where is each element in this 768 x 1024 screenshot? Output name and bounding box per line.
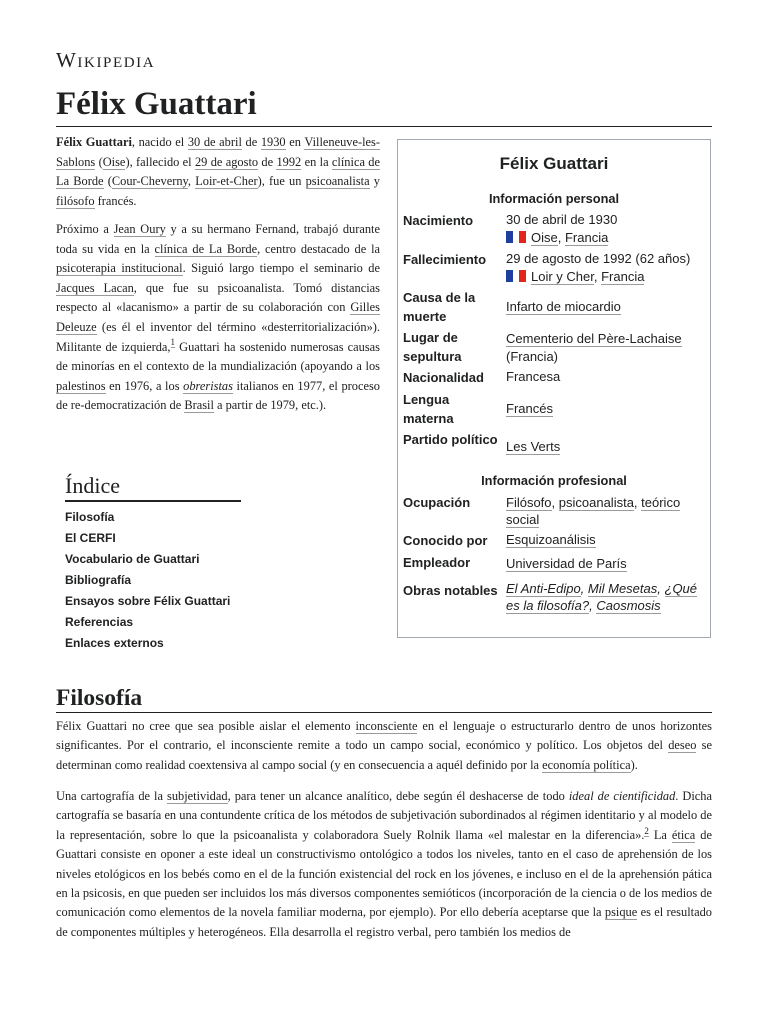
infobox-value — [506, 330, 706, 366]
infobox-section-personal: Información personal — [488, 191, 620, 206]
infobox-value — [506, 438, 706, 456]
wikipedia-logo[interactable]: Wikipedia — [56, 48, 156, 72]
toc-item-filosofia[interactable]: Filosofía — [65, 510, 115, 524]
text: en 1976, a los — [105, 378, 184, 393]
link-psicoterapia-institucional[interactable]: psicoterapia institucional — [56, 261, 183, 276]
infobox-label: Nacimiento — [403, 213, 474, 228]
link-caosmosis[interactable]: Caosmosis — [596, 597, 661, 613]
link-el-anti-edipo[interactable]: El Anti-Edipo — [506, 581, 581, 596]
text: , — [187, 174, 196, 189]
infobox-value — [506, 495, 706, 528]
title-divider — [56, 126, 712, 127]
link-mil-mesetas[interactable]: Mil Mesetas — [587, 581, 658, 596]
link-universidad-paris[interactable]: Universidad de París — [506, 556, 627, 571]
filosofia-paragraph-2 — [56, 787, 712, 942]
link-filosofo[interactable]: filósofo — [56, 193, 95, 208]
text: a partir de 1979, etc.). — [213, 398, 327, 413]
toc-item-vocabulario[interactable]: Vocabulario de Guattari — [65, 552, 200, 566]
link-gilles-deleuze[interactable]: Gilles Deleuze — [56, 300, 380, 334]
link-filosofo[interactable]: Filósofo — [506, 495, 552, 510]
link-psique[interactable]: psique — [604, 905, 638, 920]
text: ( — [95, 154, 103, 169]
text: es el resultado de componentes múltiples y heterogéneos. Ella desarrolla el registro verbal, pero también los medios de — [56, 905, 712, 939]
link-clinica-la-borde[interactable]: clínica de La Borde — [154, 241, 258, 256]
infobox-label: Partido político — [403, 432, 498, 447]
link-etica[interactable]: ética — [671, 827, 696, 842]
text: de — [241, 135, 261, 149]
link-subjetividad[interactable]: subjetividad — [167, 789, 228, 803]
infobox — [397, 139, 711, 638]
text: . Dicha cartografía se basaría en una contundente crítica de los métodos de subjetivación subordinados al régimen identitario y al modelo de la representación, sobre lo que la psicoanalista y colaboradora Suely Rolnik llama «el malestar en la diferencia». — [56, 789, 712, 842]
infobox-label: Nacionalidad — [403, 370, 484, 385]
text: (es él el inventor del término «desterritorialización»). Militante de izquierda, — [56, 319, 380, 354]
emphasis: ideal de cientificidad — [568, 789, 676, 803]
text: Félix Guattari no cree que sea posible aislar el elemento — [56, 719, 356, 733]
text: en — [285, 135, 305, 149]
link-oise[interactable]: Oise — [102, 154, 126, 169]
link-francia[interactable]: Francia — [564, 230, 609, 245]
toc-item-bibliografia[interactable]: Bibliografía — [65, 573, 132, 587]
infobox-value — [506, 400, 706, 418]
text: , para tener un alcance analítico, debe según él deshacerse de todo — [227, 789, 569, 803]
infobox-label: Obras notables — [403, 583, 498, 598]
infobox-label: Causa de la muerte — [403, 290, 476, 324]
separator: , — [657, 581, 665, 596]
toc-item-ensayos[interactable]: Ensayos sobre Félix Guattari — [65, 594, 231, 608]
link-1992[interactable]: 1992 — [276, 154, 302, 169]
infobox-value — [506, 581, 706, 614]
link-loir-y-cher[interactable]: Loir y Cher — [531, 269, 594, 284]
subject-name: Félix Guattari — [56, 135, 132, 149]
infobox-value — [506, 250, 706, 286]
text: ), fue un — [257, 174, 306, 189]
infobox-value: Francesa — [506, 369, 561, 384]
toc-list — [65, 507, 230, 654]
text: La — [648, 827, 672, 842]
reference-1[interactable]: 1 — [170, 337, 176, 348]
text: ). — [630, 757, 638, 772]
text: ), fallecido el — [125, 154, 195, 169]
link-jacques-lacan[interactable]: Jacques Lacan — [56, 280, 134, 295]
section-divider — [56, 712, 712, 713]
link-loir-et-cher[interactable]: Loir-et-Cher — [195, 174, 258, 189]
link-francia[interactable]: Francia — [601, 269, 645, 284]
text: se determinan como realidad coextensiva al campo social (y en consecuencia a aquél definido por la — [56, 738, 712, 772]
link-les-verts[interactable]: Les Verts — [506, 439, 561, 454]
death-date: 29 de agosto de 1992 (62 años) — [506, 251, 691, 266]
infobox-label: Ocupación — [403, 495, 471, 510]
link-30-de-abril[interactable]: 30 de abril — [187, 135, 242, 149]
separator: , — [593, 269, 602, 284]
link-clinica-la-borde[interactable]: clínica de La Borde — [56, 154, 380, 189]
text: , que fue su psicoanalista. Tomó distancias respecto al «lacanismo» a partir de su colaboración con — [56, 280, 380, 315]
reference-2[interactable]: 2 — [644, 825, 649, 836]
link-brasil[interactable]: Brasil — [184, 398, 214, 413]
death-place — [506, 268, 706, 286]
birth-date: 30 de abril de 1930 — [506, 212, 618, 227]
separator: , — [633, 495, 642, 510]
link-teorico-social[interactable]: teórico social — [506, 495, 681, 527]
link-pere-lachaise[interactable]: Cementerio del Père-Lachaise — [506, 331, 682, 346]
text: , centro destacado de la — [257, 241, 381, 256]
link-cour-cheverny[interactable]: Cour-Cheverny — [111, 174, 188, 189]
link-deseo[interactable]: deseo — [668, 738, 697, 753]
text: francés. — [94, 193, 137, 208]
infobox-section-professional: Información profesional — [481, 473, 627, 488]
link-jean-oury[interactable]: Jean Oury — [113, 222, 166, 236]
infobox-value — [506, 298, 706, 316]
infobox-value — [506, 531, 706, 549]
france-flag-icon — [506, 270, 526, 282]
text: de — [258, 154, 277, 169]
separator: , — [551, 495, 559, 510]
text: ( — [103, 174, 112, 189]
link-oise[interactable]: Oise — [531, 230, 558, 245]
text: y a su hermano Fernand, trabajó durante toda su vida en la — [56, 222, 380, 256]
infobox-value — [506, 211, 706, 247]
toc-item-enlaces-externos[interactable]: Enlaces externos — [65, 636, 164, 650]
separator: , — [557, 230, 565, 245]
text: en el lenguaje o estructurarlo dentro de unos horizontes significantes. Por el contrario, el inconsciente remite a todo un campo social, económico y político. Los objetos del — [56, 719, 712, 753]
text: italianos en 1977, el proceso de re-democratización de — [56, 378, 380, 413]
text: Guattari ha sostenido numerosas causas de minorías en el contexto de la mundialización (apoyando a los — [56, 339, 380, 374]
link-economia-politica[interactable]: economía política — [542, 757, 631, 772]
infobox-label: Lengua materna — [403, 392, 454, 426]
link-villeneuve-les-sablons[interactable]: Villeneuve-les-Sablons — [56, 135, 380, 169]
infobox-value — [506, 555, 706, 573]
lead-paragraph-1 — [56, 133, 380, 211]
link-que-es-la-filosofia[interactable]: ¿Qué es la filosofía? — [506, 581, 698, 613]
text: , nacido el — [131, 135, 188, 149]
infobox-label: Conocido por — [403, 533, 488, 548]
toc-divider — [65, 500, 241, 502]
link-palestinos[interactable]: palestinos — [56, 378, 106, 393]
france-flag-icon — [506, 231, 526, 243]
link-infarto[interactable]: Infarto de miocardio — [506, 299, 621, 314]
text: de Guattari consiste en oponer a este ideal un constructivismo ontológico a todos los niveles, tanto en el caso de aprehensión de los niveles etológicos en los bebés como en el de la función existencial del rock en los jóvenes, e incluso en el de la aprehensión pática en la psicosis, en que pueden ser incluidos los más diversos componentes semióticos (incorporación de la ciencia o de los medios de comunicación como elementos de la novela familiar moderna, por ejemplo). Por ello debería aceptarse que la — [56, 827, 712, 920]
lead-paragraph-2 — [56, 220, 380, 416]
link-obreristas[interactable]: obreristas — [183, 378, 233, 393]
link-inconsciente[interactable]: inconsciente — [355, 719, 418, 733]
link-psicoanalista[interactable]: psicoanalista — [558, 495, 634, 510]
link-1930[interactable]: 1930 — [260, 135, 286, 149]
infobox-label: Fallecimiento — [403, 252, 487, 267]
page-title: Félix Guattari — [56, 86, 257, 122]
text: . Siguió largo tiempo el seminario de — [182, 261, 380, 276]
section-title-filosofia: Filosofía — [56, 685, 143, 711]
infobox-label: Empleador — [403, 555, 471, 570]
separator: , — [580, 581, 588, 596]
link-psicoanalista[interactable]: psicoanalista — [305, 174, 370, 189]
link-29-de-agosto[interactable]: 29 de agosto — [194, 154, 259, 169]
text: Próximo a — [56, 222, 114, 236]
filosofia-paragraph-1 — [56, 717, 712, 775]
link-esquizoanalisis[interactable]: Esquizoanálisis — [506, 532, 596, 547]
text: y — [369, 174, 380, 189]
infobox-label: Lugar de sepultura — [403, 330, 462, 364]
link-frances[interactable]: Francés — [506, 401, 553, 416]
text: en la — [301, 154, 332, 169]
text: Una cartografía de la — [56, 789, 167, 803]
toc-item-el-cerfi[interactable]: El CERFI — [65, 531, 116, 545]
separator: , — [589, 597, 597, 613]
infobox-title: Félix Guattari — [499, 154, 609, 173]
birth-place — [506, 229, 706, 247]
toc-item-referencias[interactable]: Referencias — [65, 615, 134, 629]
burial-country: (Francia) — [506, 349, 559, 364]
toc-title: Índice — [65, 473, 120, 498]
